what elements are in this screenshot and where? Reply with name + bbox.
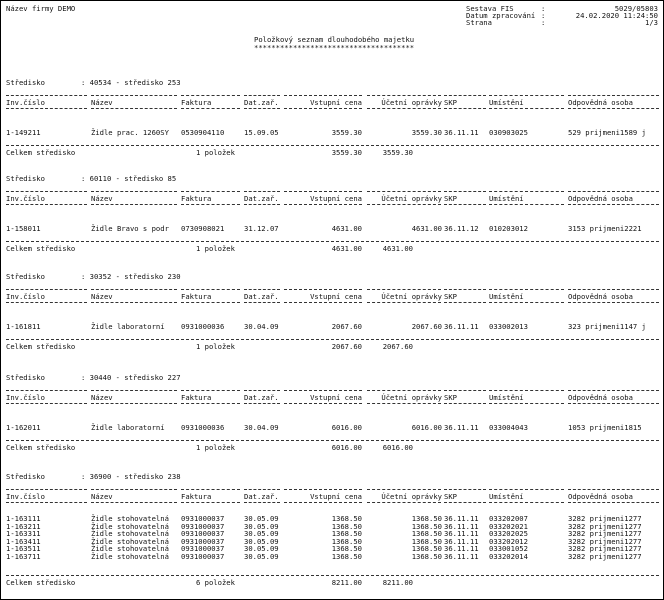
column-header: Faktura: [181, 393, 212, 402]
separator-line: [181, 191, 240, 192]
column-header: Odpovědná osoba: [568, 194, 633, 203]
column-header: Inv.číslo: [6, 292, 45, 301]
stredisko-label: Středisko: [6, 78, 45, 87]
separator-line: [6, 204, 87, 205]
table-cell: 1-149211: [6, 128, 41, 137]
table-cell: 033202021: [489, 521, 528, 531]
separator-line: [181, 289, 240, 290]
stredisko-label: Středisko: [6, 373, 45, 382]
separator-line: [489, 204, 564, 205]
separator-line: [444, 204, 486, 205]
total-label: Celkem středisko: [6, 577, 76, 587]
stredisko-label: Středisko: [6, 472, 45, 481]
separator-line: [489, 390, 564, 391]
page-label: Strana: [466, 18, 492, 27]
separator-line: [284, 204, 362, 205]
separator-line: [367, 502, 441, 503]
table-cell: 033001052: [489, 544, 528, 554]
separator-line: [489, 403, 564, 404]
table-cell: Židle stohovatelná: [91, 536, 169, 546]
separator-line: [91, 108, 177, 109]
table-cell: Židle stohovatelná: [91, 514, 169, 523]
table-cell: Židle stohovatelná: [91, 552, 169, 561]
column-header: Účetní oprávky: [381, 492, 442, 501]
separator-line: [489, 95, 564, 96]
total-vstupni: 2067.60: [331, 341, 362, 351]
separator-line: [284, 289, 362, 290]
table-cell: 2067.60: [411, 322, 442, 331]
separator-line: [6, 191, 87, 192]
separator-line: [181, 489, 240, 490]
report-value: 5029/05803: [614, 4, 658, 13]
stredisko-value: : 40534 - středisko 253: [81, 78, 181, 87]
total-count: 1 položek: [196, 147, 235, 157]
separator-line: [244, 403, 280, 404]
table-cell: 1-161811: [6, 322, 41, 331]
total-opravky: 8211.00: [382, 577, 413, 587]
separator-line: [568, 302, 659, 303]
stredisko-label: Středisko: [6, 272, 45, 281]
table-cell: 323 prijmeni1147 j: [568, 322, 646, 331]
table-cell: Židle stohovatelná: [91, 544, 169, 554]
separator-line: [444, 289, 486, 290]
separator-line: [284, 489, 362, 490]
table-cell: 1368.50: [331, 521, 362, 531]
separator-line: [367, 95, 441, 96]
separator-line: [444, 390, 486, 391]
separator-line: [91, 95, 177, 96]
table-cell: 0931000037: [181, 552, 225, 561]
separator-line: [181, 95, 240, 96]
separator-line: [244, 302, 280, 303]
separator-line: [6, 95, 87, 96]
separator-line: [284, 108, 362, 109]
table-cell: 36.11.12: [444, 224, 479, 233]
total-label: Celkem středisko: [6, 243, 76, 253]
separator-line: [181, 204, 240, 205]
separator-line: [6, 108, 87, 109]
table-cell: 15.09.05: [244, 128, 279, 137]
separator-line: [367, 204, 441, 205]
column-header: Vstupní cena: [310, 194, 362, 203]
separator-line: [568, 489, 659, 490]
separator-line: [181, 403, 240, 404]
column-header: Dat.zař.: [244, 292, 279, 301]
column-header: Odpovědná osoba: [568, 492, 633, 501]
column-header: Účetní oprávky: [381, 292, 442, 301]
table-cell: 0931000037: [181, 544, 225, 554]
table-cell: 529 prijmeni1589 j: [568, 128, 646, 137]
separator-line: [6, 403, 87, 404]
column-header: Název: [91, 194, 113, 203]
table-cell: 30.05.09: [244, 529, 279, 539]
separator-line: [284, 191, 362, 192]
stredisko-value: : 30440 - středisko 227: [81, 373, 181, 382]
separator-line: [91, 302, 177, 303]
table-cell: 36.11.11: [444, 322, 479, 331]
column-header: Inv.číslo: [6, 194, 45, 203]
separator-line: [244, 108, 280, 109]
separator-line: [284, 95, 362, 96]
separator-line: [91, 502, 177, 503]
date-label: Datum zpracování: [466, 11, 536, 20]
table-cell: 1368.50: [331, 552, 362, 561]
separator-line: [6, 289, 87, 290]
column-header: Umístění: [489, 292, 524, 301]
table-cell: 30.05.09: [244, 536, 279, 546]
column-header: SKP: [444, 98, 457, 107]
column-header: Inv.číslo: [6, 393, 45, 402]
table-cell: 1368.50: [331, 514, 362, 523]
table-cell: 3282 prijmeni1277: [568, 521, 642, 531]
column-header: Vstupní cena: [310, 292, 362, 301]
table-cell: 033004043: [489, 423, 528, 432]
separator-line: [489, 108, 564, 109]
table-cell: 36.11.11: [444, 529, 479, 539]
table-cell: 1368.50: [331, 529, 362, 539]
table-cell: 1-163711: [6, 552, 41, 561]
separator-line: [181, 302, 240, 303]
table-cell: Židle laboratorní: [91, 322, 165, 331]
separator-line: [6, 575, 659, 576]
column-header: Odpovědná osoba: [568, 98, 633, 107]
separator-line: [367, 390, 441, 391]
table-cell: 1368.50: [411, 536, 442, 546]
table-cell: 36.11.11: [444, 514, 479, 523]
table-cell: 1368.50: [411, 552, 442, 561]
separator-line: [244, 95, 280, 96]
report-label: Sestava FIS: [466, 4, 514, 13]
table-cell: 0931000037: [181, 536, 225, 546]
stredisko-value: : 60110 - středisko 85: [81, 174, 177, 183]
separator-line: [244, 502, 280, 503]
separator-line: [181, 390, 240, 391]
separator-line: [91, 191, 177, 192]
table-cell: 1368.50: [411, 529, 442, 539]
column-header: Umístění: [489, 194, 524, 203]
table-cell: 30.05.09: [244, 552, 279, 561]
table-cell: 1053 prijmeni1815: [568, 423, 642, 432]
separator-line: [6, 489, 87, 490]
total-label: Celkem středisko: [6, 442, 76, 452]
column-header: Účetní oprávky: [381, 393, 442, 402]
separator-line: [444, 403, 486, 404]
separator-line: [568, 191, 659, 192]
table-cell: 0931000037: [181, 514, 225, 523]
column-header: Umístění: [489, 393, 524, 402]
column-header: SKP: [444, 492, 457, 501]
table-cell: 030903025: [489, 128, 528, 137]
table-cell: Židle stohovatelná: [91, 521, 169, 531]
stredisko-value: : 36900 - středisko 238: [81, 472, 181, 481]
table-cell: 1368.50: [411, 544, 442, 554]
separator-line: [244, 191, 280, 192]
separator-line: [568, 390, 659, 391]
table-cell: 010203012: [489, 224, 528, 233]
report-title: Položkový seznam dlouhodobého majetku: [254, 35, 415, 44]
separator-line: [367, 108, 441, 109]
table-cell: 1-158011: [6, 224, 41, 233]
column-header: SKP: [444, 292, 457, 301]
company-name: Název firmy DEMO: [6, 4, 76, 13]
separator-line: [244, 390, 280, 391]
column-header: Dat.zař.: [244, 393, 279, 402]
separator-line: [284, 403, 362, 404]
table-cell: Židle prac. 1260SY: [91, 128, 169, 137]
table-cell: 0931000036: [181, 423, 225, 432]
sep: :: [541, 4, 546, 13]
separator-line: [444, 108, 486, 109]
separator-line: [6, 339, 659, 340]
separator-line: [367, 289, 441, 290]
separator-line: [444, 302, 486, 303]
column-header: Odpovědná osoba: [568, 292, 633, 301]
separator-line: [6, 145, 659, 146]
table-cell: 3282 prijmeni1277: [568, 544, 642, 554]
column-header: SKP: [444, 194, 457, 203]
total-count: 1 položek: [196, 341, 235, 351]
table-cell: 36.11.11: [444, 423, 479, 432]
separator-line: [244, 204, 280, 205]
separator-line: [568, 502, 659, 503]
table-cell: 6016.00: [411, 423, 442, 432]
column-header: Název: [91, 492, 113, 501]
table-cell: 30.05.09: [244, 544, 279, 554]
column-header: Název: [91, 98, 113, 107]
table-cell: 1-163511: [6, 544, 41, 554]
separator-line: [181, 502, 240, 503]
table-cell: 2067.60: [331, 322, 362, 331]
table-cell: 3559.30: [411, 128, 442, 137]
separator-line: [284, 502, 362, 503]
total-vstupni: 4631.00: [331, 243, 362, 253]
column-header: Umístění: [489, 492, 524, 501]
column-header: Faktura: [181, 292, 212, 301]
total-opravky: 6016.00: [382, 442, 413, 452]
separator-line: [568, 289, 659, 290]
separator-line: [489, 302, 564, 303]
table-cell: 30.05.09: [244, 514, 279, 523]
separator-line: [568, 108, 659, 109]
column-header: Inv.číslo: [6, 98, 45, 107]
total-count: 1 položek: [196, 243, 235, 253]
total-label: Celkem středisko: [6, 341, 76, 351]
table-cell: 1-163211: [6, 521, 41, 531]
date-value: 24.02.2020 11:24:50: [575, 11, 658, 20]
separator-line: [6, 502, 87, 503]
column-header: Faktura: [181, 492, 212, 501]
page-value: 1/3: [645, 18, 658, 27]
table-cell: Židle stohovatelná: [91, 529, 169, 539]
separator-line: [91, 390, 177, 391]
table-cell: 36.11.11: [444, 552, 479, 561]
table-cell: 0530904110: [181, 128, 225, 137]
table-cell: 033202014: [489, 552, 528, 561]
total-count: 1 položek: [196, 442, 235, 452]
table-cell: 30.04.09: [244, 423, 279, 432]
separator-line: [244, 289, 280, 290]
table-cell: 1368.50: [411, 521, 442, 531]
separator-line: [6, 440, 659, 441]
table-cell: 1-162011: [6, 423, 41, 432]
separator-line: [444, 502, 486, 503]
separator-line: [91, 489, 177, 490]
separator-line: [444, 489, 486, 490]
separator-line: [6, 390, 87, 391]
table-cell: 4631.00: [411, 224, 442, 233]
table-cell: 1368.50: [331, 536, 362, 546]
table-cell: 3559.30: [331, 128, 362, 137]
column-header: Vstupní cena: [310, 393, 362, 402]
table-cell: 30.05.09: [244, 521, 279, 531]
table-cell: 033202012: [489, 536, 528, 546]
separator-line: [367, 489, 441, 490]
column-header: SKP: [444, 393, 457, 402]
separator-line: [91, 289, 177, 290]
table-cell: 3282 prijmeni1277: [568, 552, 642, 561]
stredisko-value: : 30352 - středisko 230: [81, 272, 181, 281]
separator-line: [489, 489, 564, 490]
table-cell: 31.12.07: [244, 224, 279, 233]
column-header: Vstupní cena: [310, 492, 362, 501]
separator-line: [6, 241, 659, 242]
separator-line: [444, 95, 486, 96]
column-header: Inv.číslo: [6, 492, 45, 501]
table-cell: 0931000037: [181, 521, 225, 531]
separator-line: [568, 204, 659, 205]
total-opravky: 2067.60: [382, 341, 413, 351]
sep: :: [541, 11, 546, 20]
column-header: Dat.zař.: [244, 194, 279, 203]
total-vstupni: 6016.00: [331, 442, 362, 452]
table-cell: 36.11.11: [444, 544, 479, 554]
separator-line: [284, 302, 362, 303]
table-cell: 30.04.09: [244, 322, 279, 331]
table-cell: 1-163411: [6, 536, 41, 546]
total-label: Celkem středisko: [6, 147, 76, 157]
table-cell: 1-163311: [6, 529, 41, 539]
separator-line: [568, 403, 659, 404]
table-cell: 36.11.11: [444, 536, 479, 546]
separator-line: [367, 191, 441, 192]
total-opravky: 3559.30: [382, 147, 413, 157]
separator-line: [367, 403, 441, 404]
column-header: Vstupní cena: [310, 98, 362, 107]
table-cell: 3282 prijmeni1277: [568, 514, 642, 523]
separator-line: [284, 390, 362, 391]
table-cell: 0931000037: [181, 529, 225, 539]
table-cell: 033202025: [489, 529, 528, 539]
separator-line: [367, 302, 441, 303]
total-opravky: 4631.00: [382, 243, 413, 253]
separator-line: [489, 289, 564, 290]
table-cell: 36.11.11: [444, 128, 479, 137]
title-underline: *************************************: [254, 43, 415, 52]
table-cell: 3153 prijmeni2221: [568, 224, 642, 233]
sep: :: [541, 18, 546, 27]
column-header: Umístění: [489, 98, 524, 107]
table-cell: 4631.00: [331, 224, 362, 233]
total-vstupni: 8211.00: [331, 577, 362, 587]
table-cell: 033202007: [489, 514, 528, 523]
column-header: Název: [91, 393, 113, 402]
table-cell: 0931000036: [181, 322, 225, 331]
column-header: Faktura: [181, 98, 212, 107]
separator-line: [489, 502, 564, 503]
table-cell: 3282 prijmeni1277: [568, 529, 642, 539]
stredisko-label: Středisko: [6, 174, 45, 183]
separator-line: [91, 403, 177, 404]
column-header: Dat.zař.: [244, 98, 279, 107]
separator-line: [91, 204, 177, 205]
table-cell: 36.11.11: [444, 521, 479, 531]
table-cell: 1368.50: [331, 544, 362, 554]
total-vstupni: 3559.30: [331, 147, 362, 157]
separator-line: [6, 302, 87, 303]
separator-line: [444, 191, 486, 192]
total-count: 6 položek: [196, 577, 235, 587]
table-cell: 1368.50: [411, 514, 442, 523]
table-cell: 0730908021: [181, 224, 225, 233]
separator-line: [181, 108, 240, 109]
column-header: Faktura: [181, 194, 212, 203]
column-header: Název: [91, 292, 113, 301]
separator-line: [568, 95, 659, 96]
table-cell: 1-163111: [6, 514, 41, 523]
column-header: Dat.zař.: [244, 492, 279, 501]
table-cell: Židle laboratorní: [91, 423, 165, 432]
column-header: Účetní oprávky: [381, 194, 442, 203]
table-cell: 6016.00: [331, 423, 362, 432]
separator-line: [489, 191, 564, 192]
table-cell: 3282 prijmeni1277: [568, 536, 642, 546]
table-cell: 033002013: [489, 322, 528, 331]
column-header: Účetní oprávky: [381, 98, 442, 107]
separator-line: [244, 489, 280, 490]
column-header: Odpovědná osoba: [568, 393, 633, 402]
table-cell: Židle Bravo s podr: [91, 224, 169, 233]
